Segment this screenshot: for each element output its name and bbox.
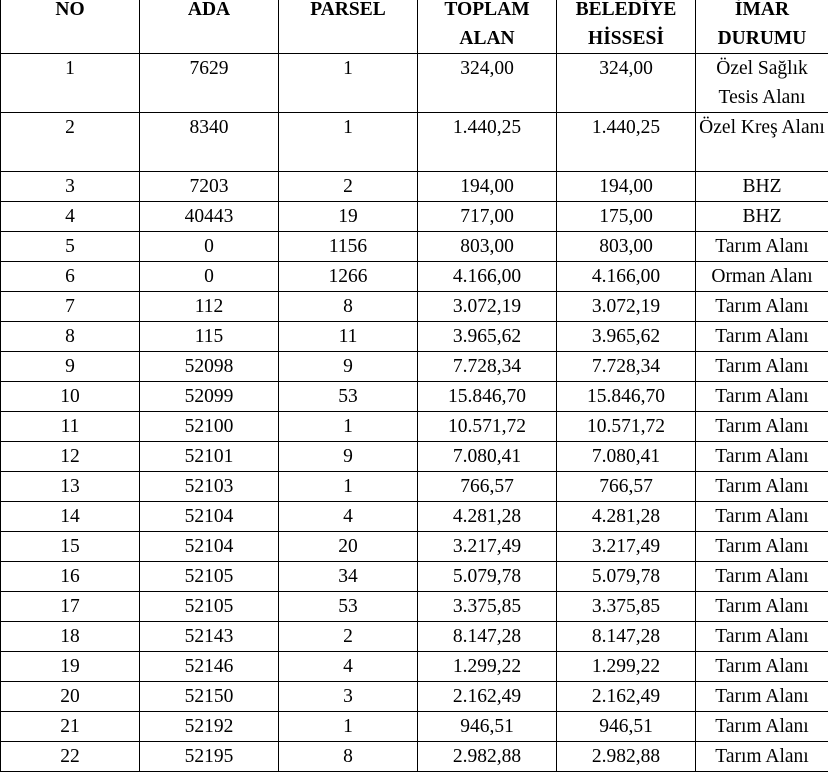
cell-no: 13: [1, 472, 140, 502]
cell-toplam-alan: 3.965,62: [418, 322, 557, 352]
cell-belediye-hissesi: 7.080,41: [557, 442, 696, 472]
header-imar-durumu: İMAR DURUMU: [696, 0, 828, 54]
cell-imar-durumu: Tarım Alanı: [696, 412, 828, 442]
cell-ada: 52105: [140, 562, 279, 592]
cell-no: 15: [1, 532, 140, 562]
cell-parsel: 19: [279, 202, 418, 232]
cell-parsel: 1: [279, 54, 418, 113]
cell-belediye-hissesi: 2.982,88: [557, 742, 696, 772]
cell-no: 8: [1, 322, 140, 352]
cell-parsel: 20: [279, 532, 418, 562]
cell-no: 11: [1, 412, 140, 442]
table-row: [1, 652, 828, 682]
header-toplam-alan: TOPLAM ALAN: [418, 0, 557, 54]
cell-parsel: 8: [279, 742, 418, 772]
cell-no: 20: [1, 682, 140, 712]
cell-no: 16: [1, 562, 140, 592]
cell-imar-durumu: Tarım Alanı: [696, 712, 828, 742]
table-row: [1, 502, 828, 532]
cell-toplam-alan: 1.440,25: [418, 113, 557, 172]
cell-parsel: 3: [279, 682, 418, 712]
cell-parsel: 9: [279, 352, 418, 382]
cell-toplam-alan: 2.982,88: [418, 742, 557, 772]
cell-no: 3: [1, 172, 140, 202]
cell-parsel: 1: [279, 113, 418, 172]
table-row: [1, 54, 828, 113]
cell-ada: 52192: [140, 712, 279, 742]
cell-imar-durumu: BHZ: [696, 172, 828, 202]
cell-parsel: 34: [279, 562, 418, 592]
cell-belediye-hissesi: 194,00: [557, 172, 696, 202]
cell-no: 7: [1, 292, 140, 322]
cell-imar-durumu: Tarım Alanı: [696, 562, 828, 592]
cell-parsel: 4: [279, 502, 418, 532]
cell-toplam-alan: 766,57: [418, 472, 557, 502]
cell-ada: 52105: [140, 592, 279, 622]
cell-belediye-hissesi: 3.072,19: [557, 292, 696, 322]
cell-imar-durumu: Tarım Alanı: [696, 622, 828, 652]
cell-no: 10: [1, 382, 140, 412]
cell-ada: 52146: [140, 652, 279, 682]
table-body: [1, 54, 828, 772]
cell-no: 5: [1, 232, 140, 262]
cell-imar-durumu: Tarım Alanı: [696, 292, 828, 322]
cell-toplam-alan: 4.281,28: [418, 502, 557, 532]
header-row: [1, 0, 828, 54]
cell-belediye-hissesi: 1.440,25: [557, 113, 696, 172]
cell-no: 17: [1, 592, 140, 622]
table-row: [1, 442, 828, 472]
table-row: [1, 592, 828, 622]
cell-imar-durumu: BHZ: [696, 202, 828, 232]
cell-toplam-alan: 10.571,72: [418, 412, 557, 442]
cell-belediye-hissesi: 10.571,72: [557, 412, 696, 442]
cell-no: 18: [1, 622, 140, 652]
cell-ada: 0: [140, 262, 279, 292]
cell-ada: 52195: [140, 742, 279, 772]
cell-no: 1: [1, 54, 140, 113]
table-row: [1, 472, 828, 502]
table-row: [1, 113, 828, 172]
table-row: [1, 292, 828, 322]
cell-toplam-alan: 3.072,19: [418, 292, 557, 322]
cell-no: 12: [1, 442, 140, 472]
cell-no: 14: [1, 502, 140, 532]
table-row: [1, 232, 828, 262]
cell-imar-durumu: Tarım Alanı: [696, 352, 828, 382]
header-belediye-hissesi: BELEDİYE HİSSESİ: [557, 0, 696, 54]
header-no: NO: [1, 0, 140, 54]
cell-toplam-alan: 2.162,49: [418, 682, 557, 712]
table-row: [1, 382, 828, 412]
header-parsel: PARSEL: [279, 0, 418, 54]
cell-parsel: 53: [279, 382, 418, 412]
cell-parsel: 9: [279, 442, 418, 472]
cell-parsel: 8: [279, 292, 418, 322]
cell-no: 9: [1, 352, 140, 382]
cell-no: 22: [1, 742, 140, 772]
cell-imar-durumu: Özel Kreş Alanı: [696, 113, 828, 172]
cell-no: 2: [1, 113, 140, 172]
cell-ada: 0: [140, 232, 279, 262]
cell-imar-durumu: Tarım Alanı: [696, 502, 828, 532]
cell-parsel: 2: [279, 622, 418, 652]
cell-toplam-alan: 3.217,49: [418, 532, 557, 562]
cell-toplam-alan: 7.728,34: [418, 352, 557, 382]
table-row: [1, 202, 828, 232]
cell-belediye-hissesi: 3.965,62: [557, 322, 696, 352]
cell-toplam-alan: 1.299,22: [418, 652, 557, 682]
cell-belediye-hissesi: 15.846,70: [557, 382, 696, 412]
cell-toplam-alan: 803,00: [418, 232, 557, 262]
table-row: [1, 412, 828, 442]
cell-belediye-hissesi: 175,00: [557, 202, 696, 232]
cell-ada: 7629: [140, 54, 279, 113]
cell-belediye-hissesi: 5.079,78: [557, 562, 696, 592]
cell-toplam-alan: 8.147,28: [418, 622, 557, 652]
cell-belediye-hissesi: 4.166,00: [557, 262, 696, 292]
cell-imar-durumu: Tarım Alanı: [696, 322, 828, 352]
table-row: [1, 172, 828, 202]
table-row: [1, 682, 828, 712]
cell-imar-durumu: Tarım Alanı: [696, 652, 828, 682]
cell-imar-durumu: Tarım Alanı: [696, 682, 828, 712]
cell-parsel: 53: [279, 592, 418, 622]
cell-parsel: 2: [279, 172, 418, 202]
cell-belediye-hissesi: 4.281,28: [557, 502, 696, 532]
table-row: [1, 622, 828, 652]
cell-no: 21: [1, 712, 140, 742]
cell-parsel: 11: [279, 322, 418, 352]
cell-ada: 52099: [140, 382, 279, 412]
cell-parsel: 1156: [279, 232, 418, 262]
cell-imar-durumu: Tarım Alanı: [696, 232, 828, 262]
cell-ada: 112: [140, 292, 279, 322]
cell-belediye-hissesi: 8.147,28: [557, 622, 696, 652]
cell-toplam-alan: 7.080,41: [418, 442, 557, 472]
cell-ada: 8340: [140, 113, 279, 172]
table-row: [1, 352, 828, 382]
cell-toplam-alan: 5.079,78: [418, 562, 557, 592]
cell-ada: 52100: [140, 412, 279, 442]
cell-ada: 115: [140, 322, 279, 352]
cell-belediye-hissesi: 324,00: [557, 54, 696, 113]
cell-imar-durumu: Tarım Alanı: [696, 382, 828, 412]
cell-no: 4: [1, 202, 140, 232]
header-ada: ADA: [140, 0, 279, 54]
cell-ada: 40443: [140, 202, 279, 232]
cell-ada: 52104: [140, 502, 279, 532]
cell-imar-durumu: Tarım Alanı: [696, 532, 828, 562]
cell-ada: 52150: [140, 682, 279, 712]
cell-imar-durumu: Tarım Alanı: [696, 442, 828, 472]
cell-imar-durumu: Tarım Alanı: [696, 472, 828, 502]
cell-ada: 52104: [140, 532, 279, 562]
cell-toplam-alan: 717,00: [418, 202, 557, 232]
cell-belediye-hissesi: 766,57: [557, 472, 696, 502]
table-row: [1, 262, 828, 292]
cell-imar-durumu: Özel Sağlık Tesis Alanı: [696, 54, 828, 113]
cell-ada: 7203: [140, 172, 279, 202]
cell-ada: 52143: [140, 622, 279, 652]
table-row: [1, 562, 828, 592]
cell-no: 19: [1, 652, 140, 682]
table-row: [1, 712, 828, 742]
cell-parsel: 1: [279, 712, 418, 742]
cell-ada: 52103: [140, 472, 279, 502]
cell-belediye-hissesi: 803,00: [557, 232, 696, 262]
cell-imar-durumu: Orman Alanı: [696, 262, 828, 292]
table-row: [1, 322, 828, 352]
cell-toplam-alan: 324,00: [418, 54, 557, 113]
cell-parsel: 4: [279, 652, 418, 682]
cell-ada: 52098: [140, 352, 279, 382]
cell-parsel: 1: [279, 472, 418, 502]
cell-belediye-hissesi: 3.375,85: [557, 592, 696, 622]
cell-toplam-alan: 4.166,00: [418, 262, 557, 292]
cell-toplam-alan: 194,00: [418, 172, 557, 202]
cell-parsel: 1: [279, 412, 418, 442]
cell-belediye-hissesi: 7.728,34: [557, 352, 696, 382]
cell-belediye-hissesi: 3.217,49: [557, 532, 696, 562]
table-row: [1, 532, 828, 562]
cell-belediye-hissesi: 946,51: [557, 712, 696, 742]
cell-imar-durumu: Tarım Alanı: [696, 742, 828, 772]
cell-toplam-alan: 3.375,85: [418, 592, 557, 622]
cell-toplam-alan: 946,51: [418, 712, 557, 742]
cell-parsel: 1266: [279, 262, 418, 292]
cell-no: 6: [1, 262, 140, 292]
cell-imar-durumu: Tarım Alanı: [696, 592, 828, 622]
cell-belediye-hissesi: 1.299,22: [557, 652, 696, 682]
cell-ada: 52101: [140, 442, 279, 472]
cell-toplam-alan: 15.846,70: [418, 382, 557, 412]
table-row: [1, 742, 828, 772]
cell-belediye-hissesi: 2.162,49: [557, 682, 696, 712]
